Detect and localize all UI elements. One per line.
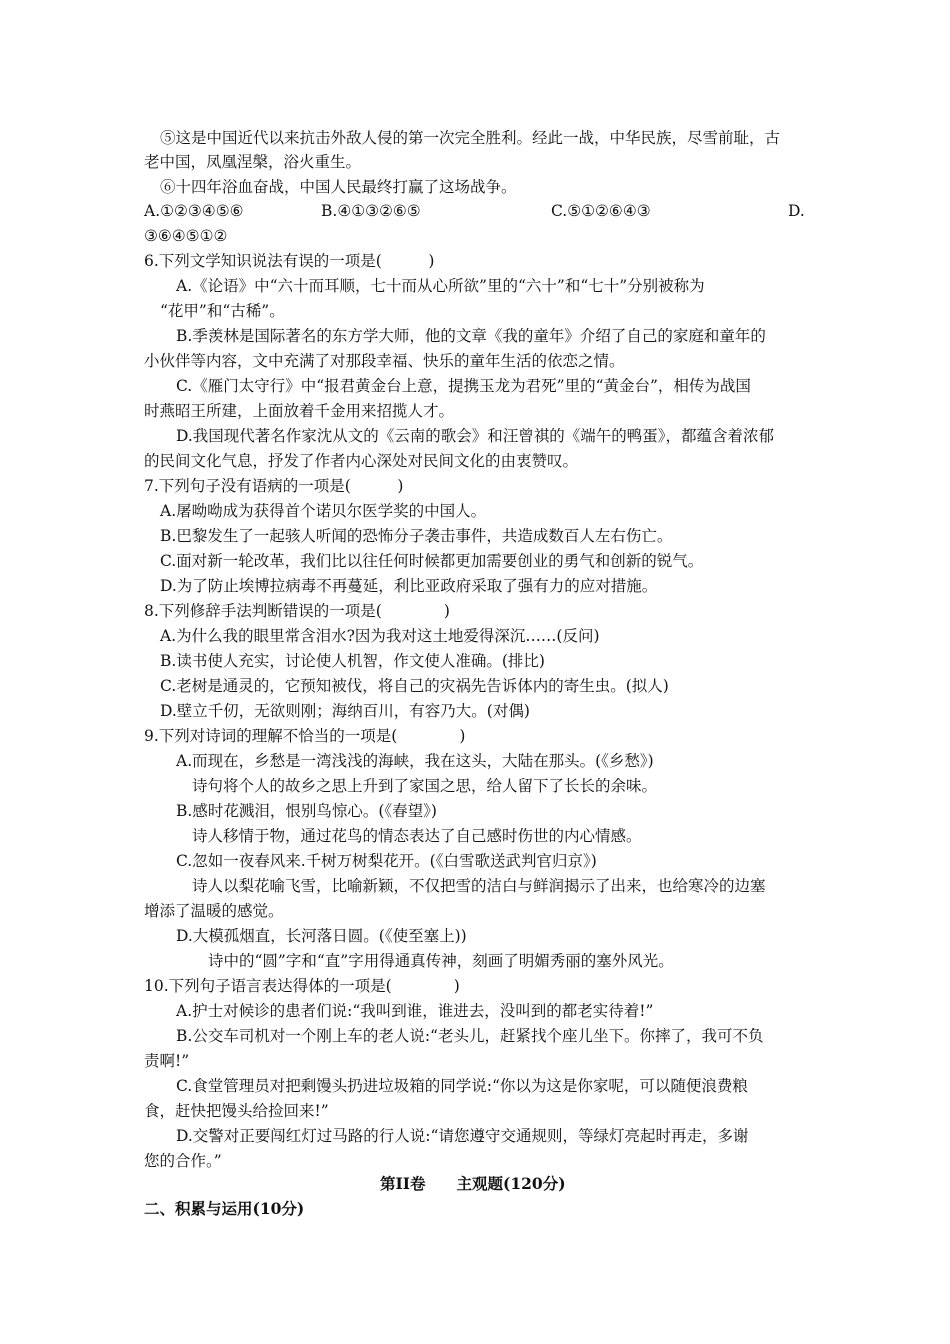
q5-option-d-value: ③⑥④⑤①② [144,227,228,245]
q8-stem: 8.下列修辞手法判断错误的一项是( ) [144,602,450,620]
q8-option-c: C.老树是通灵的，它预知被伐，将自己的灾祸先告诉体内的寄生虫。(拟人) [160,677,669,695]
q10-option-a: A.护士对候诊的患者们说:“我叫到谁，谁进去，没叫到的都老实待着!” [176,1002,654,1020]
q5-option-a: A.①②③④⑤⑥ [144,202,244,220]
q5-option-d-label: D. [788,202,805,220]
q6-option-c-line2: 时燕昭王所建，上面放着千金用来招揽人才。 [144,402,455,420]
q10-option-c-line2: 食，赶快把馒头给捡回来!” [144,1102,329,1120]
q10-option-d-line2: 您的合作。” [144,1152,222,1170]
q9-option-a-note: 诗句将个人的故乡之思上升到了家国之思，给人留下了长长的余味。 [192,777,658,795]
q7-option-c: C.面对新一轮改革，我们比以往任何时候都更加需要创业的勇气和创新的锐气。 [160,552,704,570]
q7-stem: 7.下列句子没有语病的一项是( ) [144,477,404,495]
q7-option-b: B.巴黎发生了一起骇人听闻的恐怖分子袭击事件，共造成数百人左右伤亡。 [160,527,673,545]
q10-option-b-line2: 责啊!” [144,1052,190,1070]
q9-option-a: A.而现在，乡愁是一湾浅浅的海峡，我在这头，大陆在那头。(《乡愁》) [176,752,654,770]
q6-option-b-line2: 小伙伴等内容，文中充满了对那段幸福、快乐的童年生活的依恋之情。 [144,352,625,370]
q6-option-d-line1: D.我国现代著名作家沈从文的《云南的歌会》和汪曾祺的《端午的鸭蛋》，都蕴含着浓郁 [176,427,775,445]
q5-item-6: ⑥十四年浴血奋战，中国人民最终打赢了这场战争。 [160,178,517,196]
q6-option-b-line1: B.季羡林是国际著名的东方学大师，他的文章《我的童年》介绍了自己的家庭和童年的 [176,327,766,345]
q9-option-b: B.感时花溅泪，恨别鸟惊心。(《春望》) [176,802,437,820]
q9-option-d: D.大模孤烟直，长河落日圆。(《使至塞上)) [176,927,467,945]
q9-option-c: C.忽如一夜春风来.千树万树梨花开。(《白雪歌送武判官归京》) [176,852,597,870]
q8-option-b: B.读书使人充实，讨论使人机智，作文使人准确。(排比) [160,652,545,670]
q9-option-c-note-line2: 增添了温暖的感觉。 [144,902,284,920]
q5-option-b: B.④①③②⑥⑤ [321,202,421,220]
section-two-heading: 二、积累与运用(10分) [144,1199,305,1218]
q7-option-d: D.为了防止埃博拉病毒不再蔓延，利比亚政府采取了强有力的应对措施。 [160,577,658,595]
q10-stem: 10.下列句子语言表达得体的一项是( ) [144,977,460,995]
q5-option-c: C.⑤①②⑥④③ [551,202,651,220]
q8-option-a: A.为什么我的眼里常含泪水?因为我对这土地爱得深沉……(反问) [160,627,600,645]
q6-option-c-line1: C.《雁门太守行》中“报君黄金台上意，提携玉龙为君死”里的“黄金台”，相传为战国 [176,377,751,395]
q10-option-c-line1: C.食堂管理员对把剩馒头扔进垃圾箱的同学说:“你以为这是你家呢，可以随便浪费粮 [176,1077,748,1095]
q7-option-a: A.屠呦呦成为获得首个诺贝尔医学奖的中国人。 [160,502,487,520]
q5-item-5-line1: ⑤这是中国近代以来抗击外敌人侵的第一次完全胜利。经此一战，中华民族，尽雪前耻，古 [160,129,781,147]
q5-item-5-line2: 老中国，凤凰涅槃，浴火重生。 [144,153,362,171]
q6-stem: 6.下列文学知识说法有误的一项是( ) [144,252,435,270]
q9-option-b-note: 诗人移情于物，通过花鸟的情态表达了自己感时伤世的内心情感。 [192,827,642,845]
section-title: 第II卷 主观题(120分) [380,1174,566,1193]
q9-stem: 9.下列对诗词的理解不恰当的一项是( ) [144,727,466,745]
q10-option-d-line1: D.交警对正要闯红灯过马路的行人说:“请您遵守交通规则，等绿灯亮起时再走，多谢 [176,1127,749,1145]
q9-option-d-note: 诗中的“圆”字和“直”字用得通真传神，刻画了明媚秀丽的塞外风光。 [208,952,674,970]
q6-option-d-line2: 的民间文化气息，抒发了作者内心深处对民间文化的由衷赞叹。 [144,452,579,470]
q8-option-d: D.壁立千仞，无欲则刚；海纳百川，有容乃大。(对偶) [160,702,530,720]
q6-option-a-line2: “花甲”和“古稀”。 [160,302,285,320]
q10-option-b-line1: B.公交车司机对一个刚上车的老人说:“老头儿，赶紧找个座儿坐下。你摔了，我可不负 [176,1027,764,1045]
q9-option-c-note-line1: 诗人以梨花喻飞雪，比喻新颖，不仅把雪的洁白与鲜润揭示了出来，也给寒冷的边塞 [192,877,766,895]
q6-option-a-line1: A.《论语》中“六十而耳顺，七十而从心所欲”里的“六十”和“七十”分别被称为 [176,277,705,295]
